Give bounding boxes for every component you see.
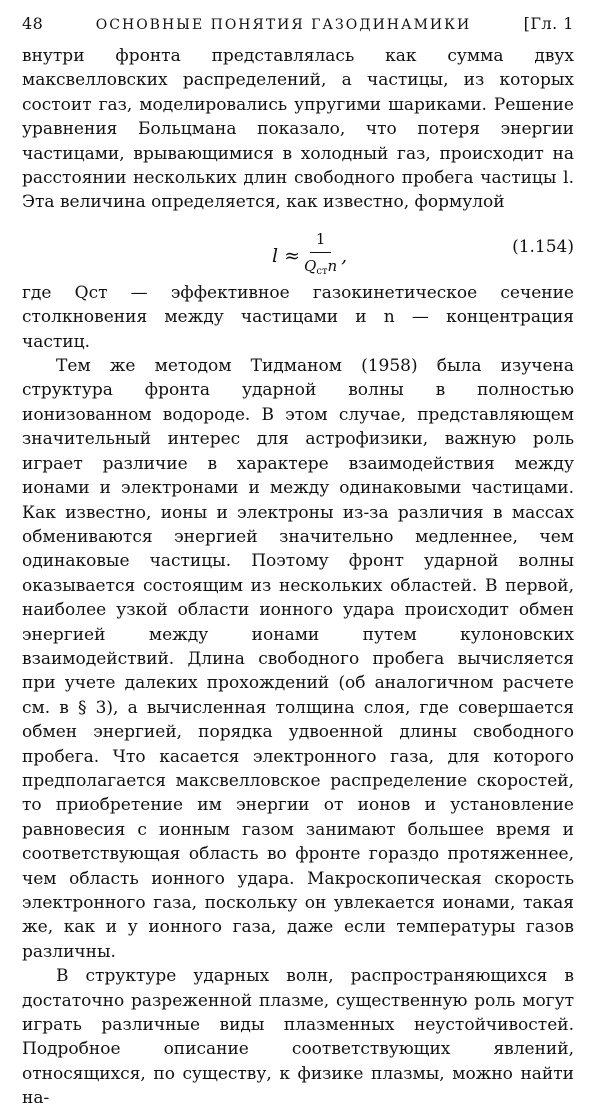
equation-number: (1.154) <box>512 236 574 257</box>
equation-lhs: l ≈ <box>272 244 301 267</box>
paragraph-4: В структуре ударных волн, распространяющихся в достаточно разреженной плазме, существенную роль могут играть различные виды плазменных неустойчивостей. Подробное описание соответствующих явлений, относящихся, по существу, к физике плазмы, можно найти на- <box>22 966 574 1109</box>
paragraph-2: где Qст — эффективное газокинетическое сечение столкновения между частицами и n — концентрация частиц. <box>22 282 574 352</box>
chapter-marker: [Гл. 1 <box>523 14 574 33</box>
denominator-n: n <box>327 257 338 276</box>
paragraph-1: внутри фронта представлялась как сумма двух максвелловских распределений, а частицы, из которых состоит газ, моделировались упругими шариками. Решение уравнения Больцмана показало, что потеря энергии частицами, врывающимися в холодный газ, происходит на расстоянии нескольких длин свободного пробега частицы l. Эта величина определяется, как известно, формулой <box>22 46 574 213</box>
running-header <box>22 14 574 44</box>
equation-comma: , <box>341 244 348 267</box>
equation-expression <box>272 227 347 285</box>
denominator-q: Q <box>304 257 317 276</box>
equation-fraction <box>304 227 337 285</box>
equation-1-154 <box>22 221 574 279</box>
fraction-denominator <box>304 253 337 284</box>
page-number: 48 <box>22 14 44 33</box>
fraction-numerator: 1 <box>310 227 332 253</box>
denominator-subscript: ст <box>316 266 328 278</box>
paragraph-3: Тем же методом Тидманом (1958) была изучена структура фронта ударной волны в полностью ионизованном водороде. В этом случае, представляющем значительный интерес для астрофизики, важную роль играет различие в характере взаимодействия между ионами и электронами и между одинаковыми частицами. Как известно, ионы и электроны из-за различия в массах обмениваются энергией значительно медленнее, чем одинаковые частицы. Поэтому фронт ударной волны оказывается состоящим из нескольких областей. В первой, наиболее узкой области ионного удара происходит обмен энергией между ионами путем кулоновских взаимодействий. Длина свободного пробега вычисляется при учете далеких прохождений (об аналогичном расчете см. в § 3), а вычисленная толщина слоя, где совершается обмен энергией, порядка удвоенной длины свободного пробега. Что касается электронного газа, для которого предполагается максвелловское распределение скоростей, то приобретение им энергии от ионов и установление равновесия с ионным газом занимают большее время и соответствующая область во фронте гораздо протяженнее, чем область ионного удара. Макроскопическая скорость электронного газа, поскольку он увлекается ионами, такая же, как и у ионного газа, даже если температуры газов различны. <box>22 356 574 962</box>
running-title: ОСНОВНЫЕ ПОНЯТИЯ ГАЗОДИНАМИКИ <box>95 17 472 33</box>
body-text <box>22 44 574 1111</box>
